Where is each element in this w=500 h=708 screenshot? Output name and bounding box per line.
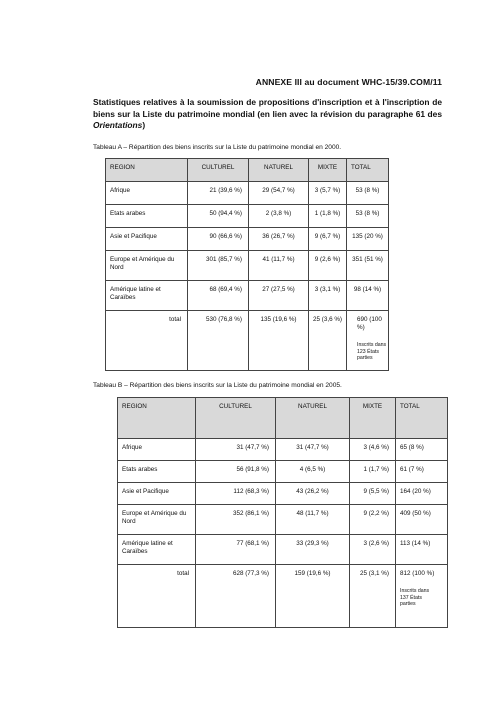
culturel-cell: 301 (85,7 %) [188, 251, 249, 281]
naturel-total: 135 (19,6 %) [249, 311, 309, 371]
mixte-total: 25 (3,6 %) [309, 311, 347, 371]
mixte-cell: 3 (3,1 %) [309, 281, 347, 311]
region-cell: Asie et Pacifique [106, 228, 188, 251]
mixte-cell: 3 (5,7 %) [309, 182, 347, 205]
total-cell: 135 (20 %) [347, 228, 389, 251]
table-a [105, 158, 389, 371]
total-cell: 65 (8 %) [396, 439, 448, 461]
table-b-caption: Tableau B – Répartition des biens inscrits sur la Liste du patrimoine mondial en 2005. [93, 382, 342, 389]
header-region: REGION [118, 398, 196, 439]
table-row [118, 505, 448, 535]
naturel-cell: 48 (11,7 %) [276, 505, 350, 535]
mixte-cell: 1 (1,8 %) [309, 205, 347, 228]
mixte-cell: 9 (2,6 %) [309, 251, 347, 281]
mixte-cell: 9 (5,5 %) [350, 483, 396, 505]
header-total: TOTAL [347, 159, 389, 182]
mixte-cell: 9 (2,2 %) [350, 505, 396, 535]
culturel-cell: 90 (66,6 %) [188, 228, 249, 251]
total-label: total [106, 311, 188, 371]
mixte-cell: 3 (4,6 %) [350, 439, 396, 461]
culturel-cell: 50 (94,4 %) [188, 205, 249, 228]
header-region: REGION [106, 159, 188, 182]
header-culturel: CULTUREL [188, 159, 249, 182]
culturel-cell: 352 (86,1 %) [196, 505, 276, 535]
header-naturel: NATUREL [276, 398, 350, 439]
total-cell: 113 (14 %) [396, 535, 448, 565]
title-text: Statistiques relatives à la soumission de propositions d'inscription et à l'inscription de biens sur la Liste du patrimoine mondial (en lien avec la révision du paragraphe 61 des [93, 97, 442, 119]
header-mixte: MIXTE [350, 398, 396, 439]
culturel-cell: 31 (47,7 %) [196, 439, 276, 461]
culturel-cell: 21 (39,6 %) [188, 182, 249, 205]
region-cell: Asie et Pacifique [118, 483, 196, 505]
region-cell: Etats arabes [118, 461, 196, 483]
region-cell: Europe et Amérique du Nord [106, 251, 188, 281]
total-cell: 61 (7 %) [396, 461, 448, 483]
region-cell: Etats arabes [106, 205, 188, 228]
mixte-cell: 1 (1,7 %) [350, 461, 396, 483]
table-row [106, 182, 389, 205]
naturel-cell: 31 (47,7 %) [276, 439, 350, 461]
region-cell: Europe et Amérique du Nord [118, 505, 196, 535]
naturel-cell: 36 (26,7 %) [249, 228, 309, 251]
document-title [93, 97, 442, 132]
naturel-cell: 33 (29,3 %) [276, 535, 350, 565]
culturel-cell: 77 (68,1 %) [196, 535, 276, 565]
table-row [118, 461, 448, 483]
region-cell: Afrique [118, 439, 196, 461]
culturel-total: 628 (77,3 %) [196, 565, 276, 628]
table-row [106, 251, 389, 281]
region-cell: Amérique latine et Caraïbes [118, 535, 196, 565]
mixte-cell: 3 (2,6 %) [350, 535, 396, 565]
table-row [118, 483, 448, 505]
naturel-total: 159 (19,6 %) [276, 565, 350, 628]
title-end: ) [142, 120, 146, 130]
total-cell: 98 (14 %) [347, 281, 389, 311]
table-b [117, 397, 448, 628]
total-cell: 409 (50 %) [396, 505, 448, 535]
table-row [118, 439, 448, 461]
grand-total: 690 (100 %) [357, 316, 382, 331]
naturel-cell: 4 (6,5 %) [276, 461, 350, 483]
header-culturel: CULTUREL [196, 398, 276, 439]
grand-total-cell [347, 311, 389, 371]
region-cell: Afrique [106, 182, 188, 205]
annex-reference: ANNEXE III au document WHC-15/39.COM/11 [255, 77, 442, 87]
culturel-cell: 112 (68,3 %) [196, 483, 276, 505]
table-total-row [118, 565, 448, 628]
table-row [106, 205, 389, 228]
culturel-cell: 68 (69,4 %) [188, 281, 249, 311]
region-cell: Amérique latine et Caraïbes [106, 281, 188, 311]
title-italic: Orientations [93, 120, 143, 130]
naturel-cell: 43 (26,2 %) [276, 483, 350, 505]
states-parties-note: Inscrits dans 123 États parties [357, 342, 387, 361]
states-parties-note: Inscrits dans 137 États parties [400, 588, 430, 607]
grand-total: 812 (100 %) [400, 570, 435, 577]
total-cell: 53 (8 %) [347, 182, 389, 205]
culturel-total: 530 (76,8 %) [188, 311, 249, 371]
mixte-cell: 9 (6,7 %) [309, 228, 347, 251]
naturel-cell: 2 (3,8 %) [249, 205, 309, 228]
mixte-total: 25 (3,1 %) [350, 565, 396, 628]
grand-total-cell [396, 565, 448, 628]
table-a-caption: Tableau A – Répartition des biens inscrits sur la Liste du patrimoine mondial en 2000. [93, 144, 342, 151]
header-naturel: NATUREL [249, 159, 309, 182]
naturel-cell: 27 (27,5 %) [249, 281, 309, 311]
table-row [118, 535, 448, 565]
table-row [106, 281, 389, 311]
total-cell: 351 (51 %) [347, 251, 389, 281]
total-cell: 53 (8 %) [347, 205, 389, 228]
table-header-row [106, 159, 389, 182]
total-cell: 164 (20 %) [396, 483, 448, 505]
header-mixte: MIXTE [309, 159, 347, 182]
culturel-cell: 56 (91,8 %) [196, 461, 276, 483]
naturel-cell: 29 (54,7 %) [249, 182, 309, 205]
total-label: total [118, 565, 196, 628]
table-header-row [118, 398, 448, 439]
table-row [106, 228, 389, 251]
naturel-cell: 41 (11,7 %) [249, 251, 309, 281]
table-total-row [106, 311, 389, 371]
header-total: TOTAL [396, 398, 448, 439]
